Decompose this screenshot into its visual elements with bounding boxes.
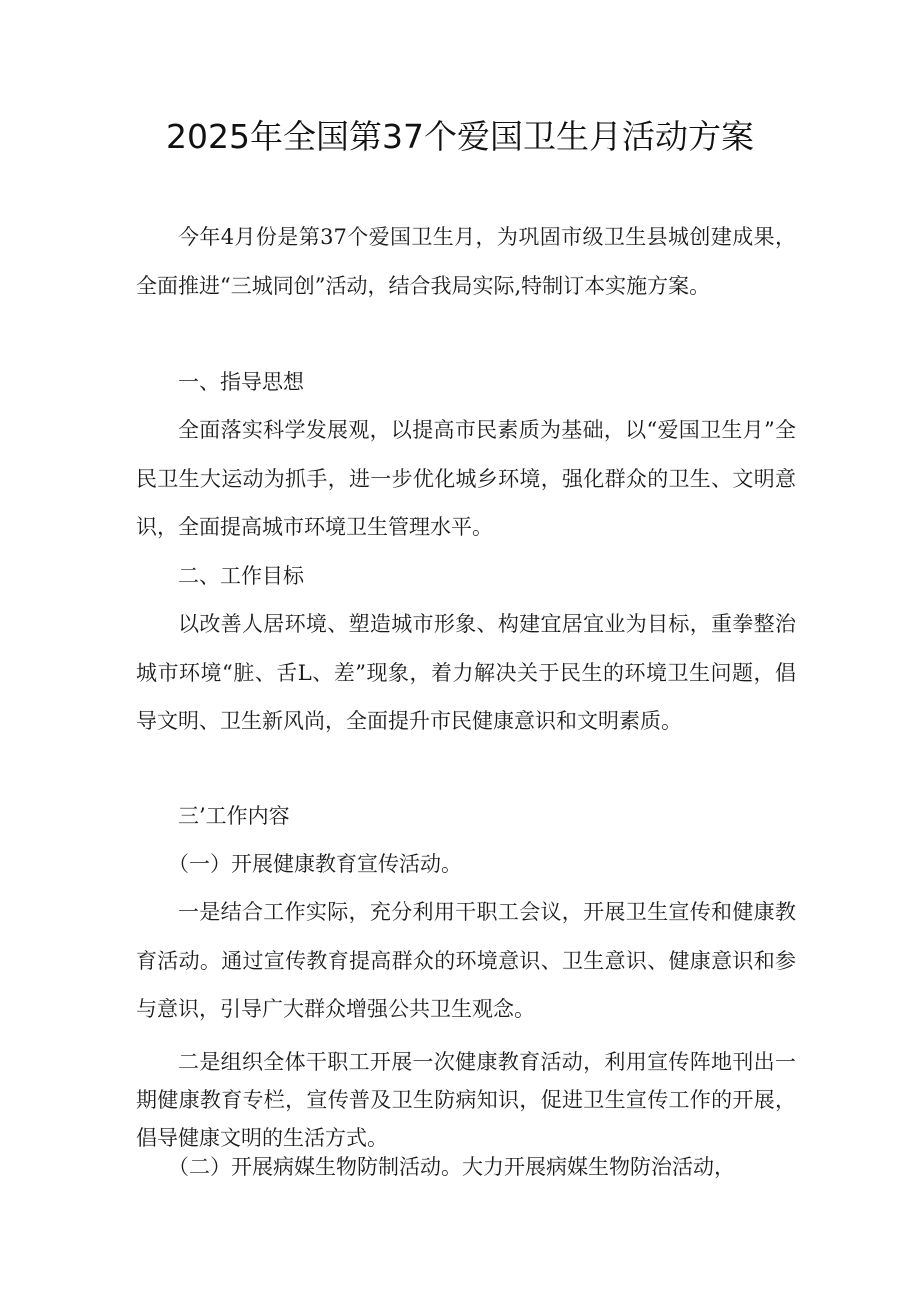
- guiding-ideology-paragraph: 全面落实科学发展观，以提高市民素质为基础，以“爱国卫生月”全民卫生大运动为抓手，进一步优化城乡环境，强化群众的卫生、文明意识，全面提高城市环境卫生管理水平。: [136, 418, 796, 539]
- health-education-paragraph-1: 一是结合工作实际，充分利用干职工会议，开展卫生宣传和健康教育活动。通过宣传教育提高群众的环境意识、卫生意识、健康意识和参与意识，引导广大群众增强公共卫生观念。: [136, 900, 796, 1021]
- section-heading-work-goals: 二、工作目标: [178, 564, 304, 588]
- vector-control-paragraph: （二）开展病媒生物防制活动。大力开展病媒生物防治活动，: [168, 1155, 735, 1179]
- work-goals-paragraph: 以改善人居环境、塑造城市形象、构建宜居宜业为目标，重拳整治城市环境“脏、舌L、差”现象，着力解决关于民生的环境卫生问题，倡导文明、卫生新风尚，全面提升市民健康意识和文明素质。: [136, 612, 796, 733]
- health-education-paragraph-2: 二是组织全体干职工开展一次健康教育活动，利用宣传阵地刊出一期健康教育专栏，宣传普及卫生防病知识，促进卫生宣传工作的开展，倡导健康文明的生活方式。: [136, 1050, 796, 1150]
- document-title: 2025年全国第37个爱国卫生月活动方案: [166, 117, 754, 156]
- section-heading-work-content: 三’工作内容: [178, 804, 290, 828]
- section-heading-guiding-ideology: 一、指导思想: [178, 370, 304, 394]
- intro-paragraph: 今年4月份是第37个爱国卫生月，为巩固市级卫生县城创建成果，全面推进“三城同创”活动，结合我局实际,特制订本实施方案。: [136, 225, 796, 298]
- subsection-heading-health-education: （一）开展健康教育宣传活动。: [168, 852, 462, 876]
